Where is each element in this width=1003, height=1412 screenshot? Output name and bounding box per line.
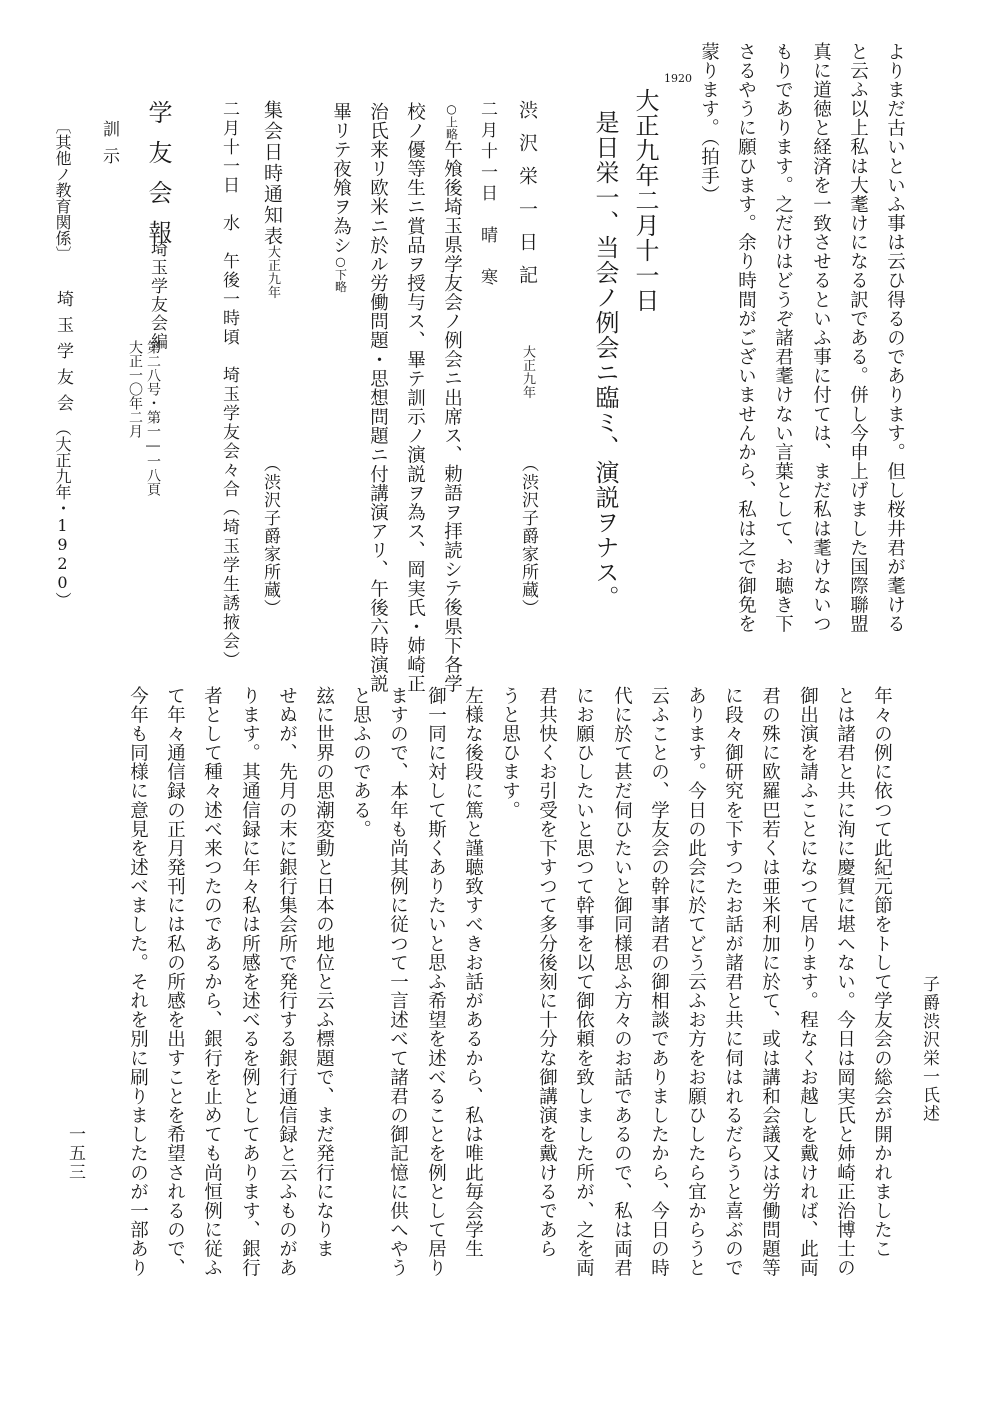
entry2-date: 二月十一日 晴 寒 [477,100,497,289]
entry2-line-4: 畢リテ夜飧ヲ為シ○下略 [330,102,352,293]
entry2-year: 大正九年 [520,345,535,399]
entry2-marker-top: ○上略 [444,102,459,140]
speech-lower-line: に段々御研究を下すつたお話が諸君と共に伺はれるだらうと喜ぶので [722,686,744,1278]
entry1-date: 大正九年二月十一日 [631,88,659,313]
speech-lower-line: 君の殊に欧羅巴若くは亜米利加に於て、或は講和会議又は労働問題等 [759,686,781,1278]
entry4-subtitle: 訓示 [99,120,119,174]
entry4-editor: 埼玉学友会編 [147,240,167,351]
entry2-line-1: ○上略午飧後埼玉県学友会ノ例会ニ出席ス、勅語ヲ拝読シテ後県下各学 [441,102,463,694]
section-category: 〔其他ノ教育関係〕 [53,118,72,262]
section-year: （大正九年・1920） [53,420,72,608]
entry2-line-3: 治氏来リ欧米ニ於ル労働問題・思想問題ニ付講演アリ、午後六時演説 [367,102,389,694]
speech-lower-line: にお願ひしたいと思つて幹事を以て御依頼を致しました所が、之を両 [573,686,595,1278]
section-org: 埼玉学友会 [53,290,73,420]
speech-lower-line: ります。其通信録に年々私は所感を述べるを例としてあります、銀行 [239,686,261,1278]
speech-lower-line: 年々の例に依つて此紀元節をトして学友会の総会が開かれましたこ [871,686,893,1259]
speech-lower-line: 君共快くお引受を下すつて多分後刻に十分な御講演を戴けるであら [536,686,558,1259]
speech-lower-line: 云ふことの、学友会の幹事諸君の御相談でありましたから、今日の時 [648,686,670,1278]
page-number: 一五三 [65,1125,85,1182]
speech-upper-line: もりであります。之だけはどうぞ諸君耄けない言葉として、お聴き下 [772,42,794,634]
speech-lower-line: て年々通信録の正月発刊には私の所感を出すことを希望されるので、 [164,686,186,1278]
entry3-line: 二月十一日 水 午後一時頃 埼玉学友会々合（埼玉学生誘掖会） [219,100,239,670]
speech-byline: 子爵渋沢栄一氏述 [919,975,939,1123]
speech-lower-line: とは諸君と共に洵に慶賀に堪へない。今日は岡実氏と姉崎正治博士の [834,686,856,1278]
entry4-date: 大正一〇年二月 [127,340,143,438]
speech-upper-line: と云ふ以上私は大耄けになる訳である。併し今申上げました国際聯盟 [847,42,869,634]
speech-upper-line: 真に道徳と経済を一致させるといふ事に付ては、まだ私は耄けないつ [810,42,832,634]
entry2-line-2: 校ノ優等生ニ賞品ヲ授与ス、畢テ訓示ノ演説ヲ為ス、岡実氏・姉崎正 [404,102,426,694]
entry2-marker-bottom: ○下略 [333,254,348,293]
entry4-title: 学友会報 [144,100,172,260]
entry2-source: （渋沢子爵家所蔵） [518,455,538,617]
entry2-title-block [517,100,536,399]
speech-lower-line: 御出演を請ふことになつて居ります。程なくお越しを戴ければ、此両 [797,686,819,1278]
entry3-source: （渋沢子爵家所蔵） [260,455,280,617]
entry1-year-western: 1920 [664,72,692,85]
speech-lower-line: 玆に世界の思潮変動と日本の地位と云ふ標題で、まだ発行になりま [313,686,335,1259]
speech-lower-line: と思ふのである。 [350,686,372,839]
entry4-issue: 第二八号・第一―一八頁 [145,340,161,496]
speech-lower-line: 代に於て甚だ伺ひたいと御同様思ふ方々のお話であるので、私は両君 [611,686,633,1278]
speech-upper-line: さるやうに願ひます。余り時間がございませんから、私は之で御免を [735,42,757,634]
speech-lower-line: 左様な後段に篤と謹聴致すべきお話があるから、私は唯此毎会学生 [462,686,484,1259]
speech-lower-line: あります。今日の此会に於てどう云ふお方をお願ひしたら宜からうと [685,686,707,1278]
entry2-title: 渋沢栄一日記 [516,100,538,298]
speech-lower-line: ますので、本年も尚其例に従つて一言述べて諸君の御記憶に供へやう [387,686,409,1278]
speech-lower-line: 御一同に対して斯くありたいと思ふ希望を述べることを例として居り [425,686,447,1278]
entry3-title: 集会日時通知表 [261,100,283,247]
speech-lower-line: 者として種々述べ来つたのであるから、銀行を止めても尚恒例に従ふ [201,686,223,1278]
entry3-year: 大正九年 [265,245,280,299]
speech-lower-line: うと思ひます。 [499,686,521,820]
speech-upper-line: よりまだ古いといふ事は云ひ得るのであります。但し桜井君が耄ける [884,42,906,634]
speech-lower-line: 今年も同様に意見を述べました。それを別に刷りましたのが一部あり [127,686,149,1278]
entry1-text: 是日栄一、当会ノ例会ニ臨ミ、演説ヲナス。 [591,110,619,610]
speech-upper-line: 蒙ります。（拍手） [698,42,720,205]
speech-lower-line: せぬが、先月の末に銀行集会所で発行する銀行通信録と云ふものがあ [276,686,298,1278]
